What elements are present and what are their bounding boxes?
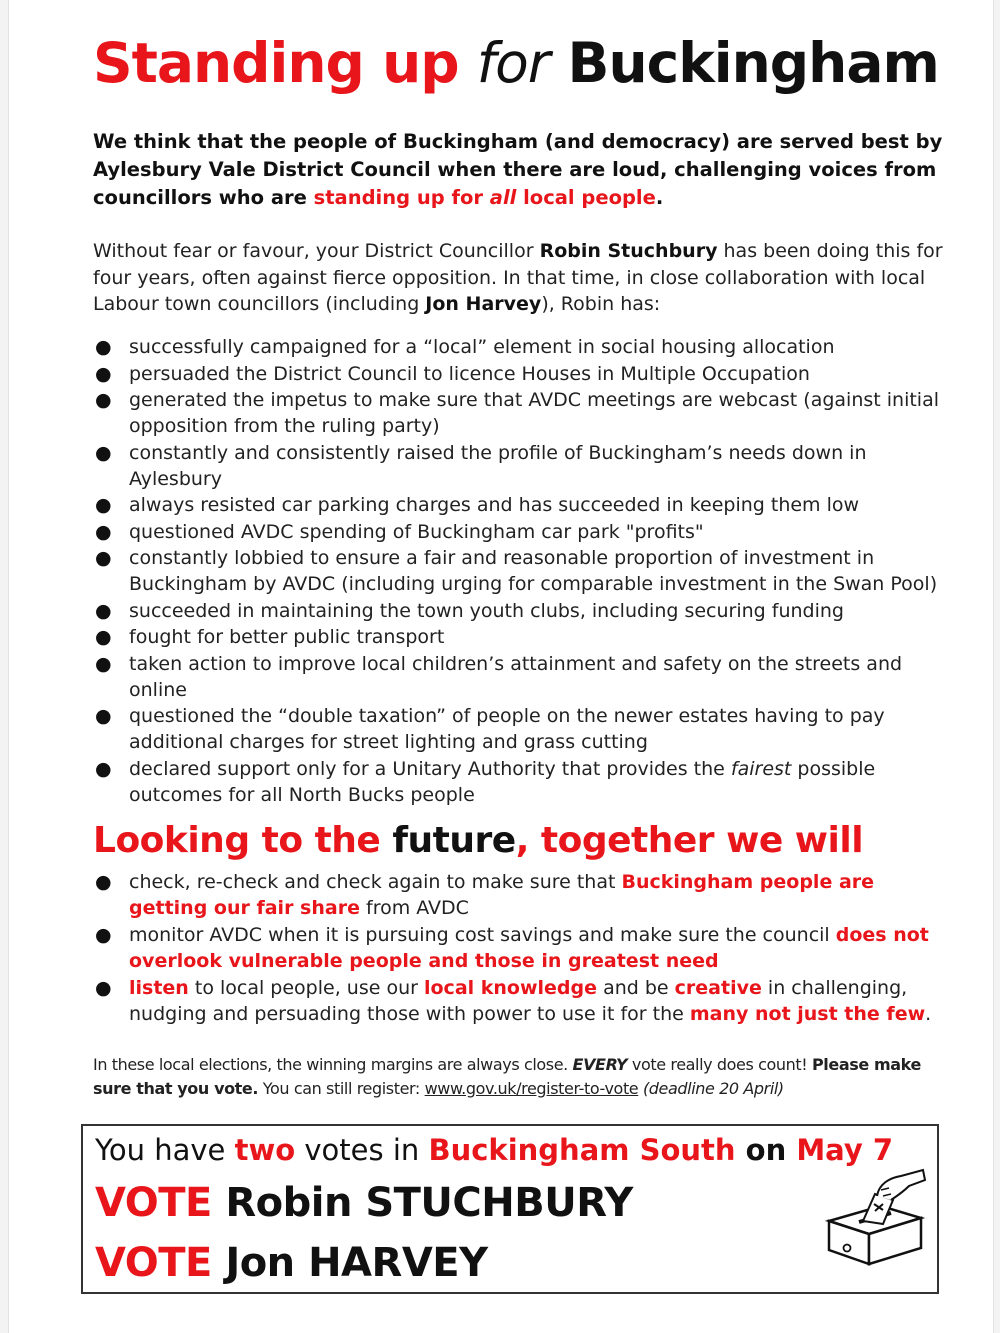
- bullet-icon: ●: [95, 441, 112, 464]
- votes-info-on: on: [735, 1133, 797, 1167]
- list-item-text: persuaded the District Council to licence Houses in Multiple Occupation: [129, 362, 810, 385]
- leaflet-page: [8, 0, 994, 1333]
- list-item: [93, 624, 943, 650]
- vote-robin: [95, 1178, 633, 1228]
- list-item-text: monitor AVDC when it is pursuing cost savings and make sure the council: [129, 924, 836, 946]
- para-text-3: ), Robin has:: [541, 293, 661, 315]
- list-item-text: from AVDC: [359, 897, 469, 919]
- register-link[interactable]: www.gov.uk/register-to-vote: [424, 1078, 639, 1098]
- list-item: [93, 519, 943, 545]
- future-heading-part2: future: [392, 820, 516, 861]
- footnote: [93, 1053, 953, 1100]
- list-item-text: questioned AVDC spending of Buckingham car park "profits": [129, 520, 704, 543]
- candidate-name: Robin STUCHBURY: [225, 1180, 633, 1226]
- page-title: [93, 30, 939, 96]
- votes-info: [95, 1130, 893, 1170]
- candidate-name: Jon HARVEY: [225, 1240, 488, 1286]
- councillor-name-jon: Jon Harvey: [425, 293, 542, 315]
- bullet-icon: ●: [95, 757, 112, 780]
- intro-text: We think that the people of Buckingham (and democracy) are served best by Aylesbury Vale District Council when there are loud, challenging voices from councillors who are: [93, 130, 943, 209]
- list-item-text: check, re-check and check again to make sure that: [129, 871, 622, 893]
- votes-count: two: [234, 1133, 296, 1167]
- bullet-icon: ●: [95, 705, 112, 727]
- list-item: [93, 440, 943, 492]
- vote-jon: [95, 1238, 488, 1288]
- intro-highlight-end: local people: [516, 186, 656, 209]
- bullet-icon: ●: [95, 520, 112, 543]
- list-item-text: fought for better public transport: [129, 626, 445, 648]
- intro-highlight-all: all: [489, 186, 517, 209]
- footnote-text: You can still register:: [258, 1078, 425, 1098]
- list-item-text: and be: [597, 977, 675, 999]
- list-item: [93, 387, 943, 439]
- bullet-icon: ●: [95, 389, 112, 411]
- councillor-paragraph: [93, 238, 943, 318]
- footnote-emphasis: EVERY: [572, 1055, 628, 1074]
- title-part-buckingham: Buckingham: [567, 31, 939, 95]
- election-date: May 7: [796, 1133, 894, 1167]
- list-item-text: in challenging, nudging and persuading those with power to use it for the: [129, 977, 908, 1025]
- list-item-text: questioned the “double taxation” of people on the newer estates having to pay additional charges for street lighting and grass cutting: [129, 705, 885, 753]
- bullet-icon: ●: [95, 336, 112, 358]
- intro-highlight: standing up for: [313, 186, 490, 209]
- bullet-icon: ●: [95, 599, 112, 622]
- bullet-icon: ●: [95, 977, 112, 999]
- list-item-highlight: Buckingham people are getting our fair share: [129, 871, 875, 919]
- bullet-icon: ●: [95, 626, 112, 648]
- intro-period: .: [655, 186, 664, 209]
- list-item-text: succeeded in maintaining the town youth clubs, including securing funding: [129, 599, 844, 622]
- bullet-icon: ●: [95, 362, 112, 385]
- future-pledges-list: [93, 869, 943, 1028]
- future-heading-part3: , together we will: [515, 820, 864, 861]
- vote-word: VOTE: [95, 1180, 212, 1226]
- title-part-for: for: [476, 31, 550, 95]
- list-item-text: always resisted car parking charges and has succeeded in keeping them low: [129, 494, 860, 516]
- list-item: [93, 545, 943, 597]
- list-item-highlight: listen: [129, 977, 189, 999]
- list-item: [93, 756, 943, 808]
- list-item-highlight: local knowledge: [423, 977, 598, 999]
- bullet-icon: ●: [95, 547, 112, 569]
- para-text-1: Without fear or favour, your District Councillor: [93, 240, 540, 262]
- bullet-icon: ●: [95, 924, 112, 946]
- ward-name: Buckingham South: [428, 1133, 736, 1167]
- list-item-text: possible outcomes for all North Bucks people: [129, 757, 876, 806]
- footnote-deadline: (deadline 20 April): [638, 1078, 784, 1098]
- councillor-name-robin: Robin Stuchbury: [539, 240, 718, 262]
- future-heading: [93, 818, 863, 864]
- vote-word: VOTE: [95, 1240, 212, 1286]
- list-item: [93, 922, 943, 974]
- list-item: [93, 492, 943, 518]
- vote-box: [81, 1124, 939, 1294]
- bullet-icon: ●: [95, 871, 112, 893]
- intro-statement: [93, 128, 943, 212]
- bullet-icon: ●: [95, 494, 112, 516]
- footnote-text: In these local elections, the winning margins are always close.: [93, 1055, 573, 1074]
- bullet-icon: ●: [95, 652, 112, 675]
- para-text-2: has been doing this for four years, often against fierce opposition. In that time, in close collaboration with local Labour town councillors (including: [93, 240, 943, 315]
- list-item: [93, 703, 943, 755]
- title-part-standing-up: Standing up: [93, 31, 459, 95]
- list-item-text: generated the impetus to make sure that AVDC meetings are webcast (against initial opposition from the ruling party): [129, 389, 939, 437]
- list-item-highlight: does not overlook vulnerable people and those in greatest need: [129, 924, 929, 972]
- list-item: [93, 361, 943, 387]
- list-item-text: successfully campaigned for a “local” element in social housing allocation: [129, 336, 835, 358]
- votes-info-text: You have: [95, 1133, 235, 1167]
- list-item-text: taken action to improve local children’s attainment and safety on the streets and online: [129, 652, 903, 701]
- footnote-bold: Please make sure that you vote.: [93, 1055, 921, 1098]
- list-item-text: declared support only for a Unitary Authority that provides the: [129, 757, 731, 780]
- list-item-text: .: [925, 1003, 932, 1025]
- list-item-text: to local people, use our: [188, 977, 424, 999]
- list-item-highlight: many not just the few: [689, 1003, 926, 1025]
- list-item-text: constantly lobbied to ensure a fair and reasonable proportion of investment in Buckingham by AVDC (including urging for comparable investment in the Swan Pool): [129, 547, 938, 595]
- list-item-emphasis: fairest: [730, 757, 792, 780]
- future-heading-part1: Looking to the: [93, 820, 393, 861]
- list-item-highlight: creative: [674, 977, 762, 999]
- list-item: [93, 651, 943, 703]
- list-item: [93, 598, 943, 624]
- footnote-text: vote really does count!: [627, 1055, 812, 1074]
- ballot-box-icon: [819, 1166, 929, 1266]
- list-item: [93, 334, 943, 360]
- list-item: [93, 869, 943, 921]
- votes-info-text: votes in: [295, 1133, 429, 1167]
- list-item: [93, 975, 943, 1027]
- achievements-list: [93, 334, 943, 808]
- list-item-text: constantly and consistently raised the profile of Buckingham’s needs down in Aylesbury: [129, 441, 867, 490]
